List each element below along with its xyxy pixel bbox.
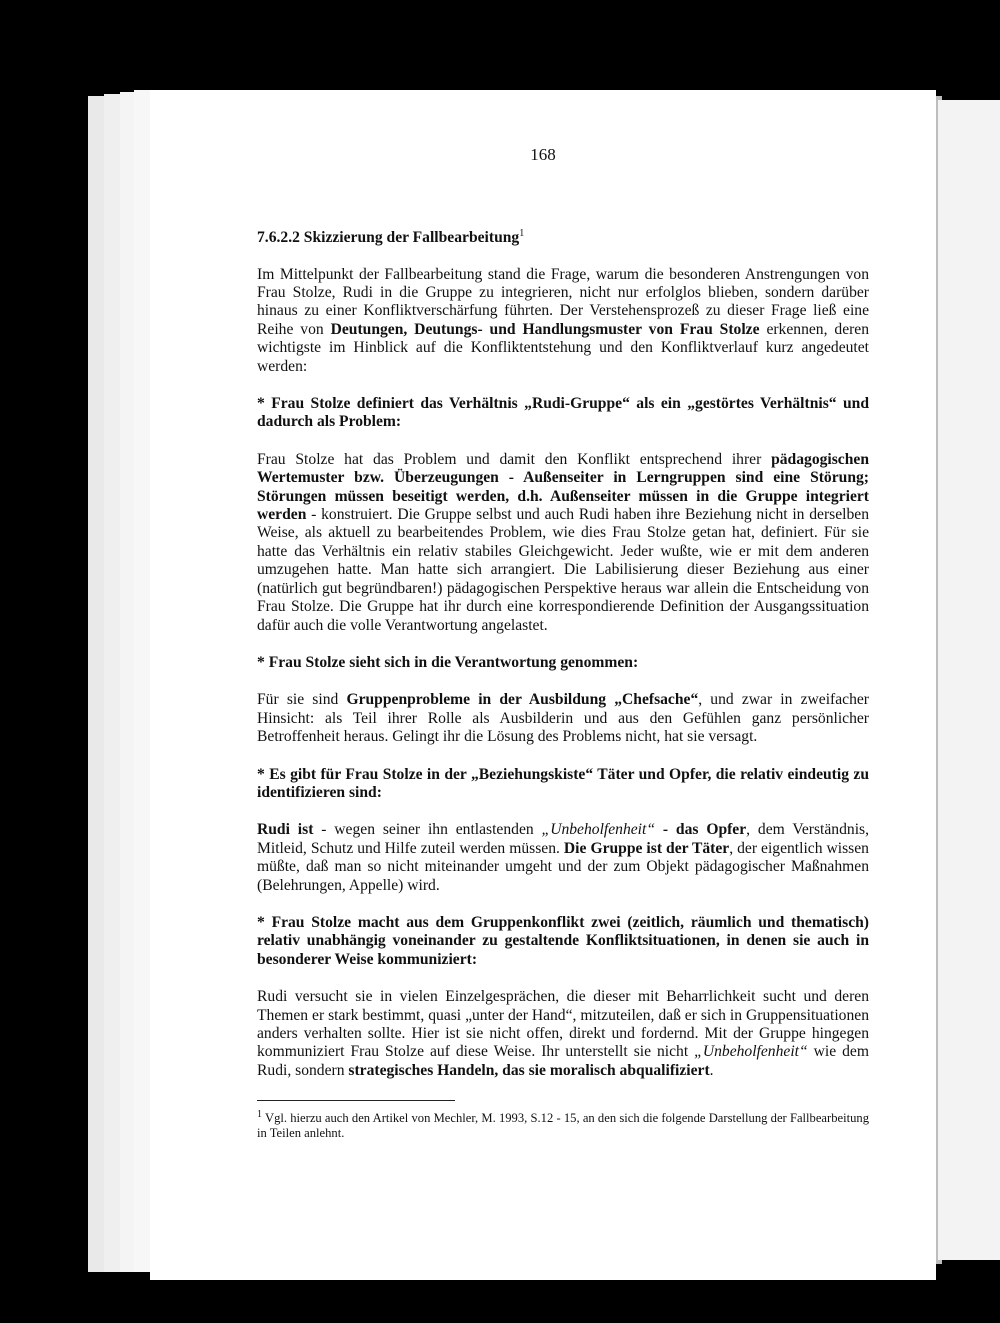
section-heading-text: 7.6.2.2 Skizzierung der Fallbearbeitung [257, 229, 520, 247]
intro-paragraph [257, 266, 869, 376]
footnote-text: Vgl. hierzu auch den Artikel von Mechler, M. 1993, S.12 - 15, an den sich die folgende Darstellung der Fallbearbeitung in Teilen anlehnt. [257, 1111, 869, 1141]
footnote-mark: 1 [257, 1109, 262, 1121]
footnote-reference: 1 [519, 228, 525, 239]
intro-text: Im Mittelpunkt der Fallbearbeitung stand die Frage, warum die besonderen Anstrengungen von Frau Stolze, Rudi in die Gruppe zu integrieren, nicht nur erfolglos blieben, sondern darüber hinaus zu einer Konfliktverschärfung führten. Der Verstehensprozeß zu dieser Frage ließ eine Reihe von [257, 265, 869, 338]
paragraph-2-emphasis: Gruppenprobleme in der Ausbildung „Chefsache“ [346, 691, 699, 709]
page-number: 168 [530, 145, 556, 164]
paragraph-2 [257, 691, 869, 746]
paragraph-1-text: Frau Stolze hat das Problem und damit den Konflikt entsprechend ihrer [257, 450, 772, 468]
paragraph-3 [257, 821, 869, 895]
paragraph-1-text-end: - konstruiert. Die Gruppe selbst und auch Rudi haben ihre Beziehung nicht in derselben Weise, als aktuell zu bearbeitendes Problem, wie dies Frau Stolze getan hat, definiert. Für sie hatte das Verhältnis ein relativ stabiles Gleichgewicht. Jeder wußte, wie er mit dem anderen umzugehen hatte. Man hatte sich arrangiert. Die Labilisierung dieser Beziehung aus einer (natürlich gut begründbaren!) pädagogischen Perspektive heraus war allein die Entscheidung von Frau Stolze. Die Gruppe hat ihr durch eine korrespondierende Definition der Ausgangssituation dafür auch die volle Verantwortung angelastet. [257, 506, 869, 634]
paragraph-4-emphasis: strategisches Handeln, das sie moralisch abqualifiziert [348, 1061, 710, 1079]
intro-emphasis: Deutungen, Deutungs- und Handlungsmuster von Frau Stolze [330, 320, 760, 338]
paragraph-3-emphasis: Die Gruppe ist der Täter [563, 839, 730, 857]
bullet-point-1: * Frau Stolze definiert das Verhältnis „Rudi-Gruppe“ als ein „gestörtes Verhältnis“ und dadurch als Problem: [257, 395, 869, 431]
paragraph-2-text: Für sie sind [257, 691, 347, 709]
paragraph-1 [257, 451, 869, 635]
page-content [257, 225, 869, 1141]
paragraph-3-text: - wegen seiner ihn entlastenden [313, 821, 542, 839]
paragraph-4-text: . [709, 1061, 714, 1079]
paragraph-2-text-end: , und zwar in zweifacher Hinsicht: als Teil ihrer Rolle als Ausbilderin und aus den Gefühlen ganz persönlicher Betroffenheit heraus. Gelingt ihr die Lösung des Problems nicht, hat sie versagt. [257, 691, 869, 746]
book-page [150, 90, 936, 1280]
paragraph-4 [257, 988, 869, 1080]
paragraph-1-emphasis: pädagogischen Wertemuster bzw. Überzeugungen - Außenseiter in Lerngruppen sind eine Störung; Störungen müssen beseitigt werden, d.h. Außenseiter müssen in die Gruppe integriert werden [257, 450, 869, 524]
paragraph-3-emphasis: - das Opfer [655, 821, 747, 839]
section-heading [257, 225, 869, 248]
intro-text-end: erkennen, deren wichtigste im Hinblick auf die Konfliktentstehung und den Konfliktverlauf kurz angedeutet werden: [257, 320, 870, 375]
bullet-point-4: * Frau Stolze macht aus dem Gruppenkonflikt zwei (zeitlich, räumlich und thematisch) relativ unabhängig voneinander zu gestaltende Konfliktsituationen, in denen sie auch in besonderer Weise kommuniziert: [257, 913, 869, 968]
paragraph-4-text: wie dem Rudi, sondern [257, 1043, 869, 1079]
bullet-point-3: * Es gibt für Frau Stolze in der „Beziehungskiste“ Täter und Opfer, die relativ eindeutig zu identifizieren sind: [257, 765, 869, 801]
adjacent-page [938, 100, 1000, 1260]
paragraph-3-text: , der eigentlich wissen müßte, daß man so nicht miteinander umgeht und der zum Objekt pädagogischer Maßnahmen (Belehrungen, Appelle) wird. [257, 839, 869, 894]
paragraph-3-emphasis: Rudi ist [257, 821, 314, 839]
footnote [257, 1107, 869, 1141]
paragraph-4-text: Rudi versucht sie in vielen Einzelgesprächen, die dieser mit Beharrlichkeit sucht und deren Themen er stark bestimmt, quasi „unter der Hand“, mitzuteilen, daß er sich in Gruppensituationen anders verhalten sollte. Hier ist sie nicht offen, direkt und fordernd. Mit der Gruppe hingegen kommuniziert Frau Stolze auf diese Weise. Ihr unterstellt sie nicht [257, 988, 869, 1061]
bullet-point-2: * Frau Stolze sieht sich in die Verantwortung genommen: [257, 653, 639, 671]
footnote-divider [257, 1100, 455, 1101]
paragraph-3-text: , dem Verständnis, Mitleid, Schutz und Hilfe zuteil werden müssen. [257, 821, 869, 857]
paragraph-3-italic: „Unbeholfenheit“ [541, 821, 656, 839]
paragraph-4-italic: „Unbeholfenheit“ [694, 1043, 808, 1061]
